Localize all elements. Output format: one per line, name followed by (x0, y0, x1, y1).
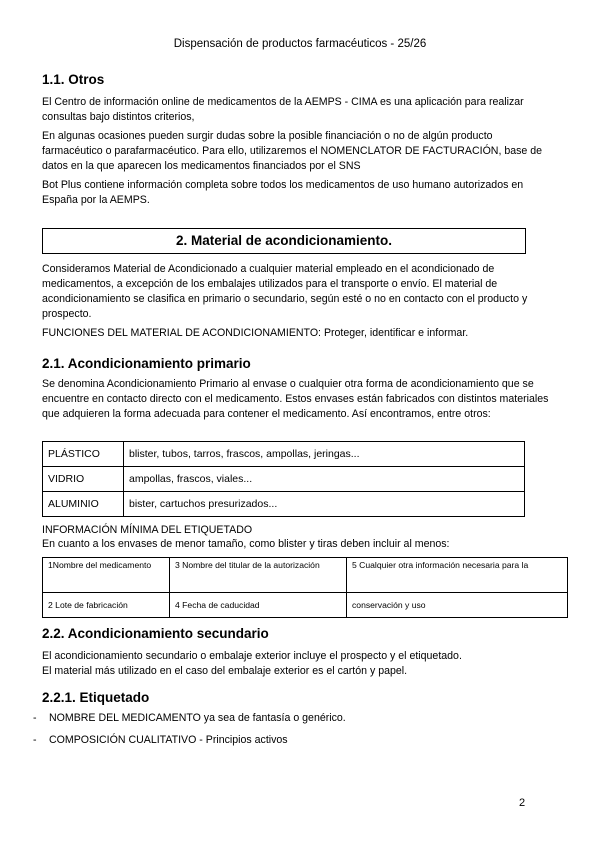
section-2-2-title: 2.2. Acondicionamiento secundario (42, 626, 269, 641)
s2-paragraph-2: FUNCIONES DEL MATERIAL DE ACONDICIONAMIENTO: Proteger, identificar e informar. (42, 327, 469, 339)
s22-paragraph-1: El acondicionamiento secundario o embalaje exterior incluye el prospecto y el etiquetado. (42, 650, 462, 662)
page-number: 2 (519, 797, 526, 809)
material-name: ALUMINIO (43, 492, 124, 517)
table-row (43, 467, 525, 492)
table-row (43, 492, 525, 517)
table-cell: 3 Nombre del titular de la autorización (170, 558, 347, 593)
section-1-1-title: 1.1. Otros (42, 72, 105, 87)
s22-paragraph-2: El material más utilizado en el caso del embalaje exterior es el cartón y papel. (42, 665, 408, 677)
materials-table (42, 441, 525, 517)
s2-paragraph-1: Consideramos Material de Acondicionado a cualquier material empleado en el acondicionado de medicamentos, a excepción de los embalajes utilizados para el transporte o envío. El material de acondicionamiento se clasifica en primario o secundario, según esté o no en contacto con el producto y prospecto. (42, 263, 528, 320)
label-info-table (42, 557, 568, 618)
table-row (43, 593, 568, 618)
table-cell: 1Nombre del medicamento (43, 558, 170, 593)
table-cell: 5 Cualquier otra información necesaria para la (347, 558, 568, 593)
section-2-title-box: 2. Material de acondicionamiento. (42, 228, 526, 254)
s11-paragraph-2: En algunas ocasiones pueden surgir dudas sobre la posible financiación o no de algún producto farmacéutico o parafarmacéutico. Para ello, utilizaremos el NOMENCLATOR DE FACTURACIÓN, base de datos en la que aparecen los medicamentos financiados por el SNS (42, 130, 543, 172)
bullet-dash: - (33, 712, 37, 724)
list-item-text: NOMBRE DEL MEDICAMENTO ya sea de fantasía o genérico. (49, 712, 346, 724)
material-name: VIDRIO (43, 467, 124, 492)
table-row (43, 558, 568, 593)
s11-paragraph-1: El Centro de información online de medicamentos de la AEMPS - CIMA es una aplicación para realizar consultas bajo distintos criterios, (42, 96, 524, 123)
label-intro: En cuanto a los envases de menor tamaño, como blister y tiras deben incluir al menos: (42, 538, 450, 550)
material-items: blister, tubos, tarros, frascos, ampollas, jeringas... (124, 442, 525, 467)
s11-paragraph-3: Bot Plus contiene información completa sobre todos los medicamentos de uso humano autorizados en España por la AEMPS. (42, 179, 524, 206)
material-items: bister, cartuchos presurizados... (124, 492, 525, 517)
s21-paragraph-1: Se denomina Acondicionamiento Primario al envase o cualquier otra forma de acondicionamiento que se encuentre en contacto directo con el medicamento. Estos envases están fabricados con distintos materiales que adquieren la forma adecuada para contener el medicamento. Así encontramos, entre otros: (42, 378, 549, 420)
table-cell: conservación y uso (347, 593, 568, 618)
list-item-text: COMPOSICIÓN CUALITATIVO - Principios activos (49, 734, 288, 746)
section-2-1-title: 2.1. Acondicionamiento primario (42, 356, 251, 371)
label-heading: INFORMACIÓN MÍNIMA DEL ETIQUETADO (42, 524, 253, 536)
bullet-dash: - (33, 734, 37, 746)
material-items: ampollas, frascos, viales... (124, 467, 525, 492)
table-row (43, 442, 525, 467)
page-header: Dispensación de productos farmacéuticos - 25/26 (173, 38, 427, 50)
section-2-2-1-title: 2.2.1. Etiquetado (42, 690, 150, 705)
material-name: PLÁSTICO (43, 442, 124, 467)
table-cell: 2 Lote de fabricación (43, 593, 170, 618)
table-cell: 4 Fecha de caducidad (170, 593, 347, 618)
